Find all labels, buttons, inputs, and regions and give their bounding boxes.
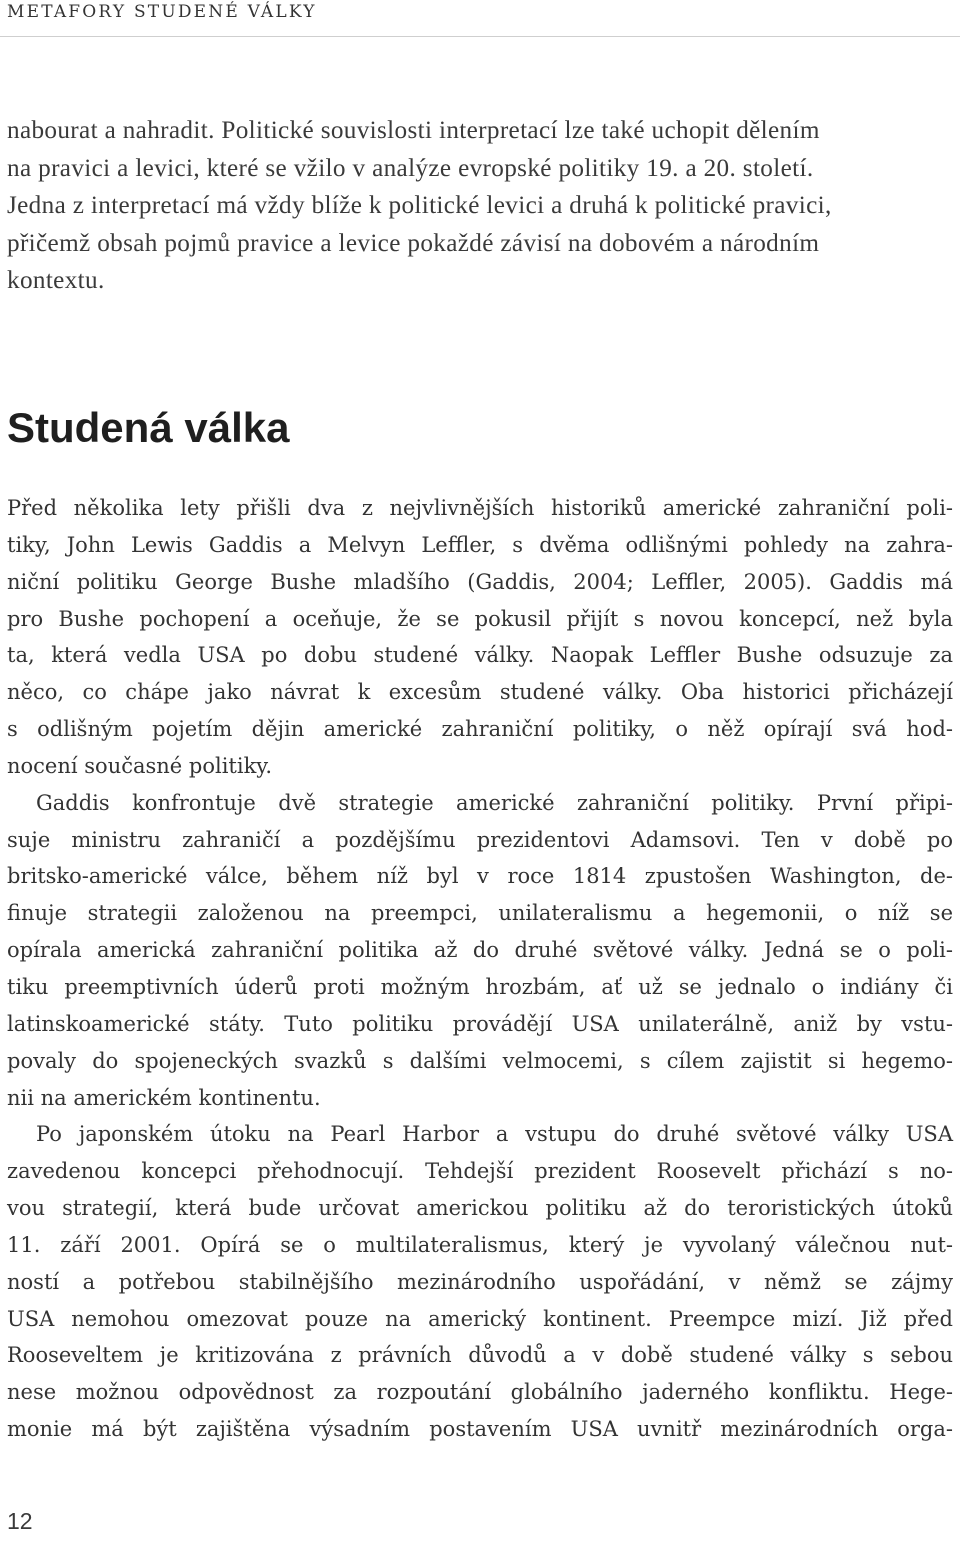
text-line: tiky, John Lewis Gaddis a Melvyn Leffler, s dvěma odlišnými pohledy na zahra- (7, 532, 953, 557)
text-line: ností a potřebou stabilnějšího mezinárodního uspořádání, v němž se zájmy (7, 1269, 953, 1294)
text-line: monie má být zajištěna výsadním postavením USA uvnitř mezinárodních orga- (7, 1417, 953, 1442)
text-line: niční politiku George Bushe mladšího (Gaddis, 2004; Leffler, 2005). Gaddis má (7, 569, 953, 594)
text-line: nese možnou odpovědnost za rozpoutání globálního jaderného konfliktu. Hege- (7, 1380, 953, 1405)
text-line: britsko-americké válce, během níž byl v roce 1814 zpustošen Washington, de- (7, 864, 953, 889)
text-line: 11. září 2001. Opírá se o multilateralismus, který je vyvolaný válečnou nut- (7, 1232, 953, 1257)
intro-paragraph (7, 112, 953, 300)
text-line: tiku preemptivních úderů proti možným hrozbám, ať už se jednalo o indiány či (7, 974, 953, 999)
text-line: přičemž obsah pojmů pravice a levice pokaždé závisí na dobovém a národním (7, 229, 820, 257)
text-line: pro Bushe pochopení a oceňuje, že se pokusil přijít s novou koncepcí, než byla (7, 606, 953, 631)
text-line: USA nemohou omezovat pouze na americký kontinent. Preempce mizí. Již před (7, 1306, 953, 1331)
text-line: latinskoamerické státy. Tuto politiku provádějí USA unilaterálně, aniž by vstu- (7, 1011, 953, 1036)
text-line: nocení současné politiky. (7, 753, 273, 778)
header-divider (0, 36, 960, 37)
text-line: něco, co chápe jako návrat k excesům studené války. Oba historici přicházejí (7, 680, 953, 705)
text-line: povaly do spojeneckých svazků s dalšími velmocemi, s cílem zajistit si hegemo- (7, 1048, 953, 1073)
running-header: METAFORY STUDENÉ VÁLKY (7, 2, 317, 22)
text-line: Gaddis konfrontuje dvě strategie americké zahraniční politiky. První připi- (36, 790, 953, 815)
text-line: vou strategií, která bude určovat americkou politiku až do teroristických útoků (7, 1196, 953, 1221)
paragraph-2 (7, 785, 953, 1117)
page-number: 12 (7, 1508, 33, 1534)
paragraph-3 (7, 1116, 953, 1448)
text-line: nabourat a nahradit. Politické souvislosti interpretací lze také uchopit dělením (7, 117, 820, 144)
text-line: Rooseveltem je kritizována z právních důvodů a v době studené války s sebou (7, 1343, 953, 1368)
body-text (7, 490, 953, 1448)
text-line: opírala americká zahraniční politika až do druhé světové války. Jedná se o poli- (7, 938, 953, 963)
text-line: nii na americkém kontinentu. (7, 1085, 321, 1110)
text-line: s odlišným pojetím dějin americké zahraniční politiky, o něž opírají svá hod- (7, 717, 953, 742)
text-line: kontextu. (7, 267, 105, 294)
text-line: na pravici a levici, které se vžilo v analýze evropské politiky 19. a 20. století. (7, 154, 814, 182)
text-line: suje ministru zahraničí a pozdějšímu prezidentovi Adamsovi. Ten v době po (7, 827, 953, 852)
paragraph-1 (7, 490, 953, 785)
text-line: finuje strategii založenou na preempci, unilateralismu a hegemonii, o níž se (7, 901, 953, 926)
text-line: zavedenou koncepci přehodnocují. Tehdejší prezident Roosevelt přichází s no- (7, 1159, 953, 1184)
text-line: ta, která vedla USA po dobu studené války. Naopak Leffler Bushe odsuzuje za (7, 643, 953, 668)
text-line: Po japonském útoku na Pearl Harbor a vstupu do druhé světové války USA (36, 1122, 953, 1147)
text-line: Jedna z interpretací má vždy blíže k politické levici a druhá k politické pravici, (7, 192, 832, 219)
section-heading: Studená válka (7, 404, 290, 451)
text-line: Před několika lety přišli dva z nejvlivnějších historiků americké zahraniční poli- (7, 496, 953, 520)
